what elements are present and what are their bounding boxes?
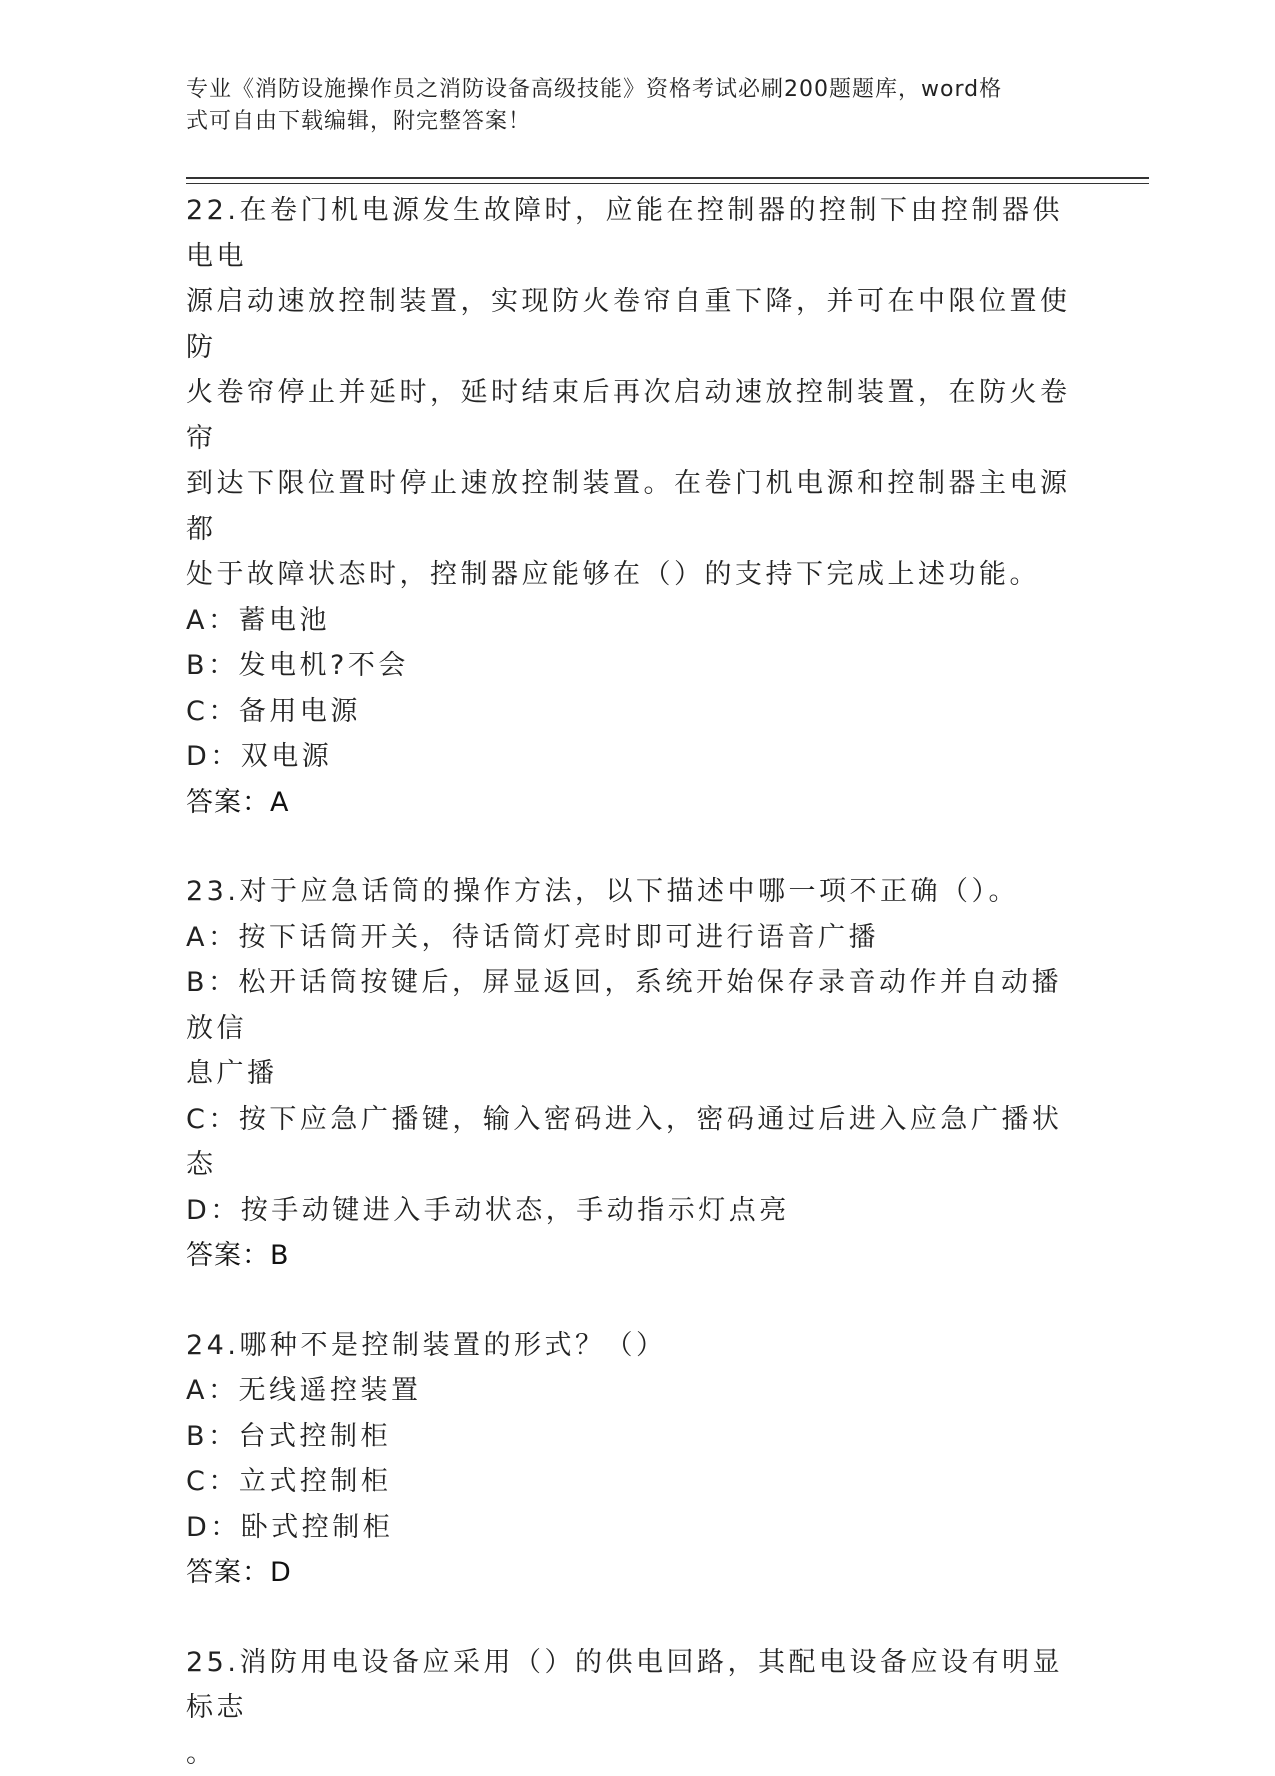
question-22 [186,188,1076,825]
option-a: A：无线遥控装置 [186,1368,1076,1414]
spacer [186,825,1076,869]
question-text-line: 处于故障状态时，控制器应能够在（）的支持下完成上述功能。 [186,552,1076,598]
question-text-line: 。 [186,1731,1076,1776]
option-d: D：双电源 [186,734,1076,780]
answer-line: 答案：B [186,1233,1076,1279]
option-b-continued: 息广播 [186,1051,1076,1097]
option-d: D：卧式控制柜 [186,1505,1076,1551]
header-line-1: 专业《消防设施操作员之消防设备高级技能》资格考试必刷200题题库，word格 [186,74,1066,106]
option-b: B：台式控制柜 [186,1414,1076,1460]
answer-line: 答案：D [186,1550,1076,1596]
header-divider [186,177,1149,179]
question-text-line: 25.消防用电设备应采用（）的供电回路，其配电设备应设有明显标志 [186,1640,1076,1731]
option-c: C：按下应急广播键，输入密码进入，密码通过后进入应急广播状态 [186,1097,1076,1188]
spacer [186,1279,1076,1323]
header-divider-thin [186,183,1149,184]
question-text-line: 源启动速放控制装置，实现防火卷帘自重下降，并可在中限位置使防 [186,279,1076,370]
header-line-2: 式可自由下载编辑，附完整答案！ [186,106,1066,138]
answer-line: 答案：A [186,780,1076,826]
question-24 [186,1323,1076,1596]
question-text-line: 22.在卷门机电源发生故障时，应能在控制器的控制下由控制器供电电 [186,188,1076,279]
option-c: C：备用电源 [186,689,1076,735]
option-b: B：发电机?不会 [186,643,1076,689]
question-text-line: 火卷帘停止并延时，延时结束后再次启动速放控制装置，在防火卷帘 [186,370,1076,461]
spacer [186,1596,1076,1640]
question-text-line: 23.对于应急话筒的操作方法，以下描述中哪一项不正确（）。 [186,869,1076,915]
question-25 [186,1640,1076,1776]
option-d: D：按手动键进入手动状态，手动指示灯点亮 [186,1188,1076,1234]
option-a: A：按下话筒开关，待话筒灯亮时即可进行语音广播 [186,915,1076,961]
question-23 [186,869,1076,1279]
question-text-line: 到达下限位置时停止速放控制装置。在卷门机电源和控制器主电源都 [186,461,1076,552]
document-header [186,74,1066,138]
question-text-line: 24.哪种不是控制装置的形式？（） [186,1323,1076,1369]
option-b: B：松开话筒按键后，屏显返回，系统开始保存录音动作并自动播放信 [186,960,1076,1051]
option-c: C：立式控制柜 [186,1459,1076,1505]
question-list [186,188,1076,1776]
option-a: A：蓄电池 [186,598,1076,644]
